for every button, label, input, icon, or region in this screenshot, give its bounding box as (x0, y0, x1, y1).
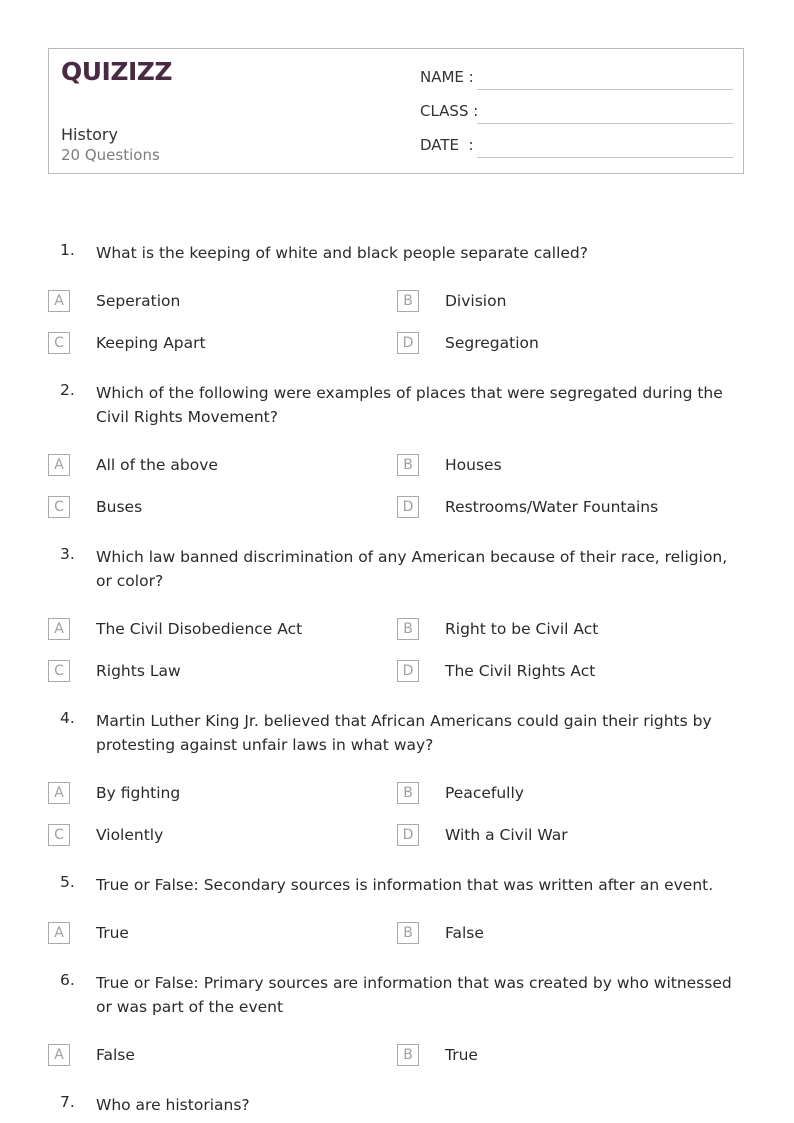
option-text: Houses (445, 456, 502, 474)
option-letter-box: B (397, 1044, 419, 1066)
option-text: Rights Law (96, 662, 181, 680)
quizizz-logo: QUIZIZZ (61, 57, 173, 86)
option-text: True (445, 1046, 478, 1064)
question-text: True or False: Primary sources are information that was created by who witnessed or was part of the event (96, 974, 732, 1016)
option-text: The Civil Disobedience Act (96, 620, 303, 638)
option-letter-box: C (48, 824, 70, 846)
option-letter-box: C (48, 660, 70, 682)
option-letter-box: B (397, 922, 419, 944)
question-count: 20 Questions (61, 146, 160, 164)
option-text: Division (445, 292, 507, 310)
question-text: Who are historians? (96, 1096, 250, 1114)
question-number: 6. (60, 971, 75, 989)
question-text: Which law banned discrimination of any American because of their race, religion, or color? (96, 548, 728, 590)
option-text: Keeping Apart (96, 334, 206, 352)
option-letter-box: D (397, 496, 419, 518)
question-number: 7. (60, 1093, 75, 1111)
option-text: With a Civil War (445, 826, 568, 844)
question-number: 3. (60, 545, 75, 563)
option-text: Seperation (96, 292, 181, 310)
question-number: 2. (60, 381, 75, 399)
option-text: False (445, 924, 484, 942)
question-number: 4. (60, 709, 75, 727)
option-letter-box: B (397, 290, 419, 312)
option-text: Peacefully (445, 784, 524, 802)
option-letter-box: A (48, 782, 70, 804)
name-label: NAME : (420, 68, 474, 86)
option-letter-box: B (397, 782, 419, 804)
option-text: Segregation (445, 334, 539, 352)
option-letter-box: B (397, 454, 419, 476)
option-letter-box: D (397, 824, 419, 846)
option-letter-box: A (48, 290, 70, 312)
question-text: True or False: Secondary sources is information that was written after an event. (96, 876, 714, 894)
option-text: The Civil Rights Act (445, 662, 596, 680)
question-text: What is the keeping of white and black people separate called? (96, 244, 588, 262)
option-letter-box: D (397, 332, 419, 354)
date-label: DATE : (420, 136, 474, 154)
class-line (477, 123, 733, 124)
option-text: By fighting (96, 784, 181, 802)
option-text: Violently (96, 826, 164, 844)
date-line (477, 157, 733, 158)
option-letter-box: A (48, 454, 70, 476)
option-letter-box: D (397, 660, 419, 682)
option-text: False (96, 1046, 135, 1064)
option-text: Restrooms/Water Fountains (445, 498, 659, 516)
question-number: 1. (60, 241, 75, 259)
option-letter-box: A (48, 618, 70, 640)
option-text: Right to be Civil Act (445, 620, 599, 638)
option-letter-box: C (48, 332, 70, 354)
question-text: Which of the following were examples of places that were segregated during the Civil Rights Movement? (96, 384, 723, 426)
option-letter-box: C (48, 496, 70, 518)
name-line (477, 89, 733, 90)
option-text: All of the above (96, 456, 218, 474)
option-text: Buses (96, 498, 143, 516)
option-letter-box: A (48, 1044, 70, 1066)
class-label: CLASS : (420, 102, 479, 120)
question-number: 5. (60, 873, 75, 891)
option-letter-box: A (48, 922, 70, 944)
option-letter-box: B (397, 618, 419, 640)
question-text: Martin Luther King Jr. believed that African Americans could gain their rights by protesting against unfair laws in what way? (96, 712, 712, 754)
worksheet-header (48, 48, 744, 174)
option-text: True (96, 924, 129, 942)
subject-title: History (61, 125, 118, 144)
